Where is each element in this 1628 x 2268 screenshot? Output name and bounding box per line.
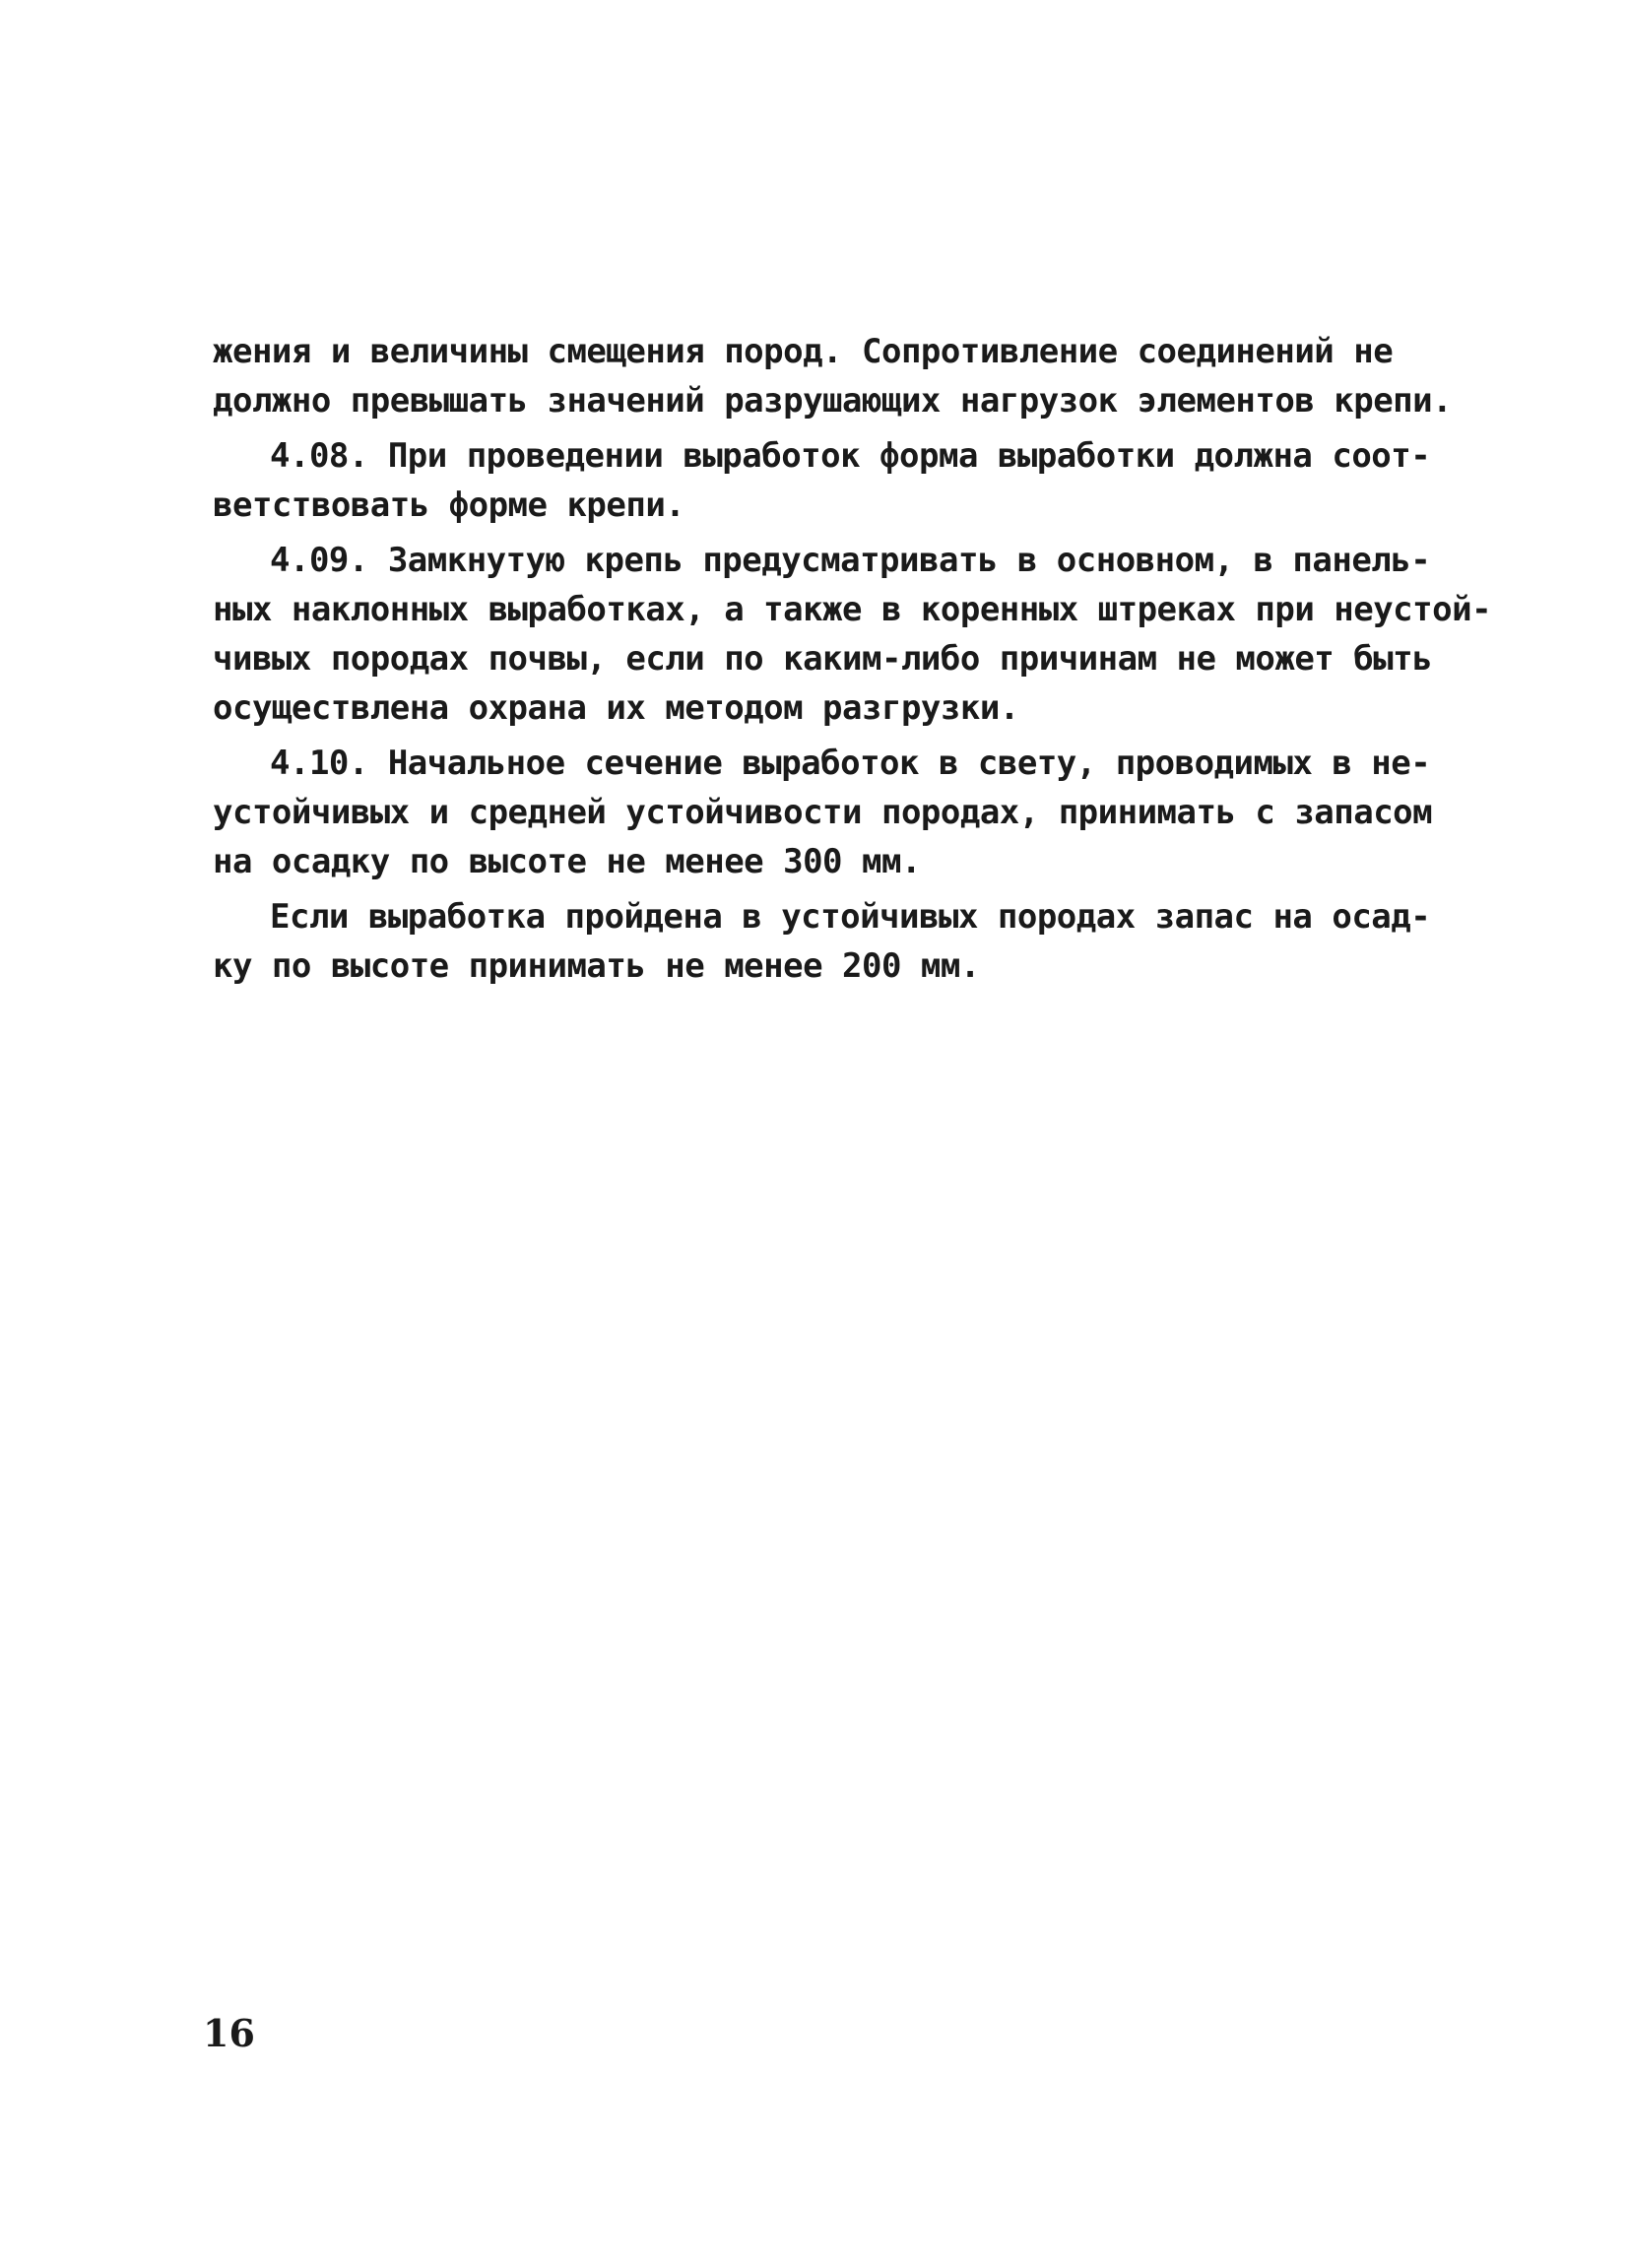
text-line: должно превышать значений разрушающих нагрузок элементов крепи. xyxy=(213,381,1453,421)
body-text xyxy=(213,327,1493,991)
page-number: 16 xyxy=(203,2011,255,2055)
paragraph-4-10-line: 4.10. Начальное сечение выработок в свету, проводимых в не- xyxy=(270,744,1431,783)
paragraph-if-line: Если выработка пройдена в устойчивых породах запас на осад- xyxy=(270,897,1431,937)
text-line: ку по высоте принимать не менее 200 мм. xyxy=(213,946,980,986)
paragraph-4-08-line: 4.08. При проведении выработок форма выработки должна соот- xyxy=(270,436,1431,476)
text-line: на осадку по высоте не менее 300 мм. xyxy=(213,842,921,881)
paragraph-4-09-line: 4.09. Замкнутую крепь предусматривать в основном, в панель- xyxy=(270,541,1431,580)
text-line: устойчивых и средней устойчивости породах, принимать с запасом xyxy=(213,793,1433,832)
text-line: ных наклонных выработках, а также в коренных штреках при неустой- xyxy=(213,590,1492,629)
text-line: ветствовать форме крепи. xyxy=(213,486,685,525)
text-line: осуществлена охрана их методом разгрузки. xyxy=(213,688,1019,728)
text-line: чивых породах почвы, если по каким-либо причинам не может быть xyxy=(213,639,1433,679)
text-line: жения и величины смещения пород. Сопротивление соединений не xyxy=(213,332,1394,371)
